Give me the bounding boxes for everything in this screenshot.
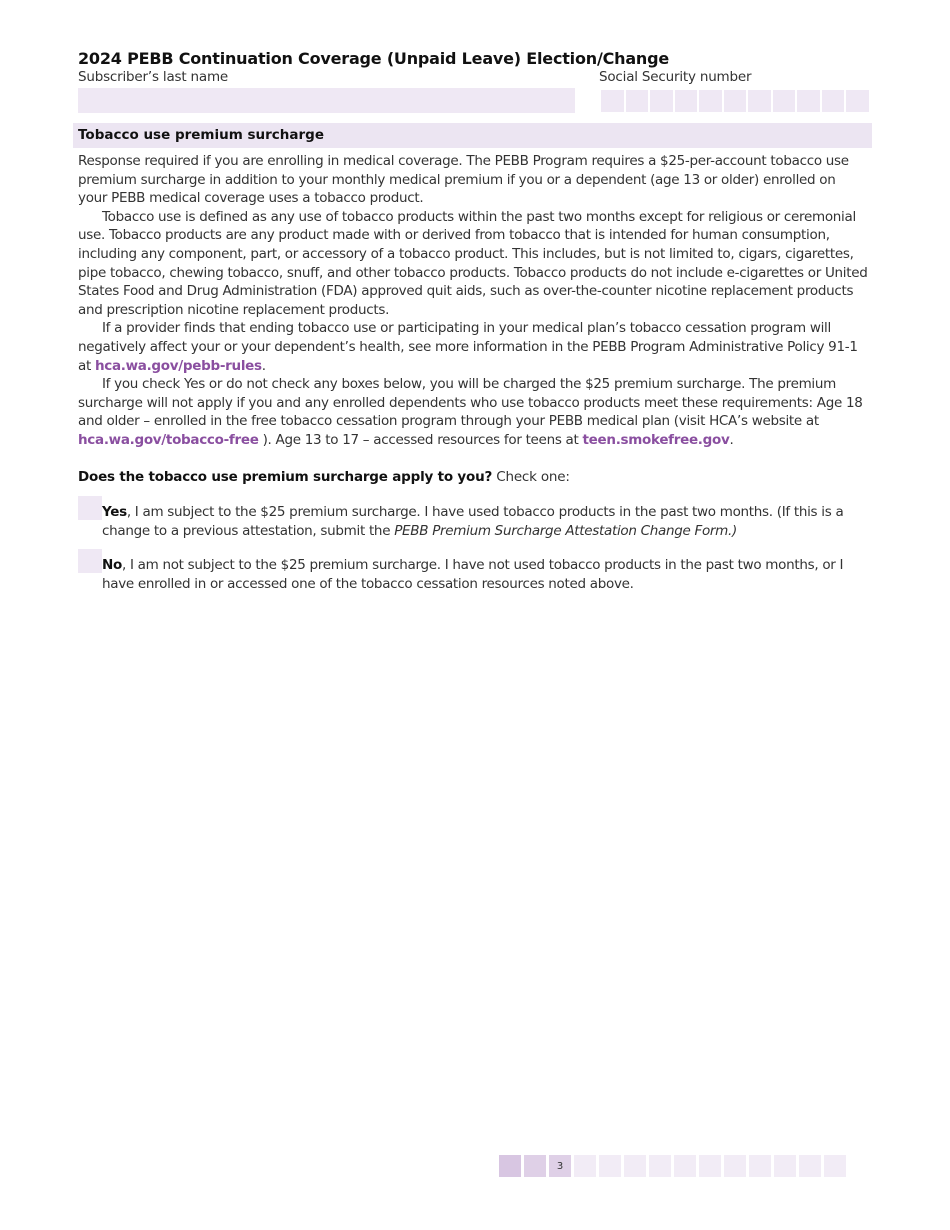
surcharge-paragraph bbox=[78, 375, 868, 449]
no-description: , I am not subject to the $25 premium surcharge. I have not used tobacco products in the past two months, or I have enrolled in or accessed one of the tobacco cessation resources noted above. bbox=[102, 557, 844, 592]
definition-paragraph: Tobacco use is defined as any use of tobacco products within the past two months except for religious or ceremonial use. Tobacco products are any product made with or derived from tobacco that is intended for human consumption, including any component, part, or accessory of a tobacco product. This includes, but is not limited to, cigars, cigarettes, pipe tobacco, chewing tobacco, snuff, and other tobacco products. Tobacco products do not include e-cigarettes or United States Food and Drug Administration (FDA) approved quit aids, such as over-the-counter nicotine replacement products and prescription nicotine replacement products. bbox=[78, 208, 868, 318]
page-block bbox=[699, 1155, 721, 1177]
page-block bbox=[824, 1155, 846, 1177]
ssn-digit-box[interactable] bbox=[675, 90, 698, 112]
no-label: No bbox=[102, 557, 122, 573]
form-title: 2024 PEBB Continuation Coverage (Unpaid Leave) Election/Change bbox=[78, 49, 670, 68]
page-block bbox=[799, 1155, 821, 1177]
page-block bbox=[724, 1155, 746, 1177]
ssn-digit-box[interactable] bbox=[650, 90, 673, 112]
tobacco-instructions bbox=[78, 152, 868, 450]
ssn-digit-box[interactable] bbox=[822, 90, 845, 112]
ssn-digit-box[interactable] bbox=[724, 90, 747, 112]
ssn-digit-box[interactable] bbox=[846, 90, 869, 112]
last-name-label: Subscriber’s last name bbox=[78, 69, 229, 85]
intro-paragraph: Response required if you are enrolling in medical coverage. The PEBB Program requires a $25-per-account tobacco use premium surcharge in addition to your monthly medical premium if you or a dependent (age 13 or older) enrolled on your PEBB medical coverage uses a tobacco product. bbox=[78, 153, 849, 207]
ssn-digit-box[interactable] bbox=[601, 90, 624, 112]
page-block bbox=[774, 1155, 796, 1177]
ssn-digit-box[interactable] bbox=[626, 90, 649, 112]
page-number: 3 bbox=[549, 1155, 571, 1177]
page-block bbox=[499, 1155, 521, 1177]
question-instruction: Check one: bbox=[496, 469, 570, 485]
yes-option-text bbox=[102, 503, 877, 541]
surcharge-text: If you check Yes or do not check any boxes below, you will be charged the $25 premium surcharge. The premium surcharge will not apply if you and any enrolled dependents who use tobacco products meet these requirements: Age 18 and older – enrolled in the free tobacco cessation program through your PEBB medical plan (visit HCA’s website at bbox=[78, 376, 863, 430]
yes-description: , I am subject to the $25 premium surcharge. I have used tobacco products in the past two months. (If this is a change to a previous attestation, submit the bbox=[102, 504, 844, 539]
period: . bbox=[729, 431, 734, 448]
ssn-digit-box[interactable] bbox=[773, 90, 796, 112]
question-bold: Does the tobacco use premium surcharge apply to you? bbox=[78, 469, 493, 485]
smokefree-link[interactable]: teen.smokefree.gov bbox=[582, 431, 730, 448]
page-block bbox=[674, 1155, 696, 1177]
surcharge-question bbox=[78, 469, 570, 485]
yes-label: Yes bbox=[102, 504, 127, 520]
last-name-input[interactable] bbox=[78, 88, 575, 113]
tobacco-free-link[interactable]: hca.wa.gov/tobacco-free bbox=[78, 431, 259, 448]
provider-paragraph bbox=[78, 319, 868, 375]
page-block bbox=[649, 1155, 671, 1177]
change-form-name: PEBB Premium Surcharge Attestation Change Form.) bbox=[394, 522, 737, 539]
page-indicator bbox=[499, 1155, 846, 1177]
ssn-digit-box[interactable] bbox=[748, 90, 771, 112]
ssn-label: Social Security number bbox=[599, 69, 752, 85]
section-header bbox=[73, 123, 872, 148]
page-block bbox=[749, 1155, 771, 1177]
pebb-rules-link[interactable]: hca.wa.gov/pebb-rules bbox=[94, 357, 262, 374]
page-block bbox=[574, 1155, 596, 1177]
ssn-digit-box[interactable] bbox=[797, 90, 820, 112]
section-title: Tobacco use premium surcharge bbox=[78, 127, 324, 143]
no-checkbox[interactable] bbox=[78, 549, 102, 573]
teens-text: ). Age 13 to 17 – accessed resources for teens at bbox=[262, 431, 579, 448]
provider-text: If a provider finds that ending tobacco use or participating in your medical plan’s tobacco cessation program will negatively affect your or your dependent’s health, see more information in the PEBB Program Administrative Policy 91-1 at bbox=[78, 320, 858, 374]
period: . bbox=[261, 357, 266, 374]
page-block bbox=[624, 1155, 646, 1177]
yes-checkbox[interactable] bbox=[78, 496, 102, 520]
ssn-digit-box[interactable] bbox=[699, 90, 722, 112]
page-block bbox=[524, 1155, 546, 1177]
ssn-input bbox=[601, 90, 869, 112]
no-option-text bbox=[102, 556, 877, 594]
page-block bbox=[599, 1155, 621, 1177]
